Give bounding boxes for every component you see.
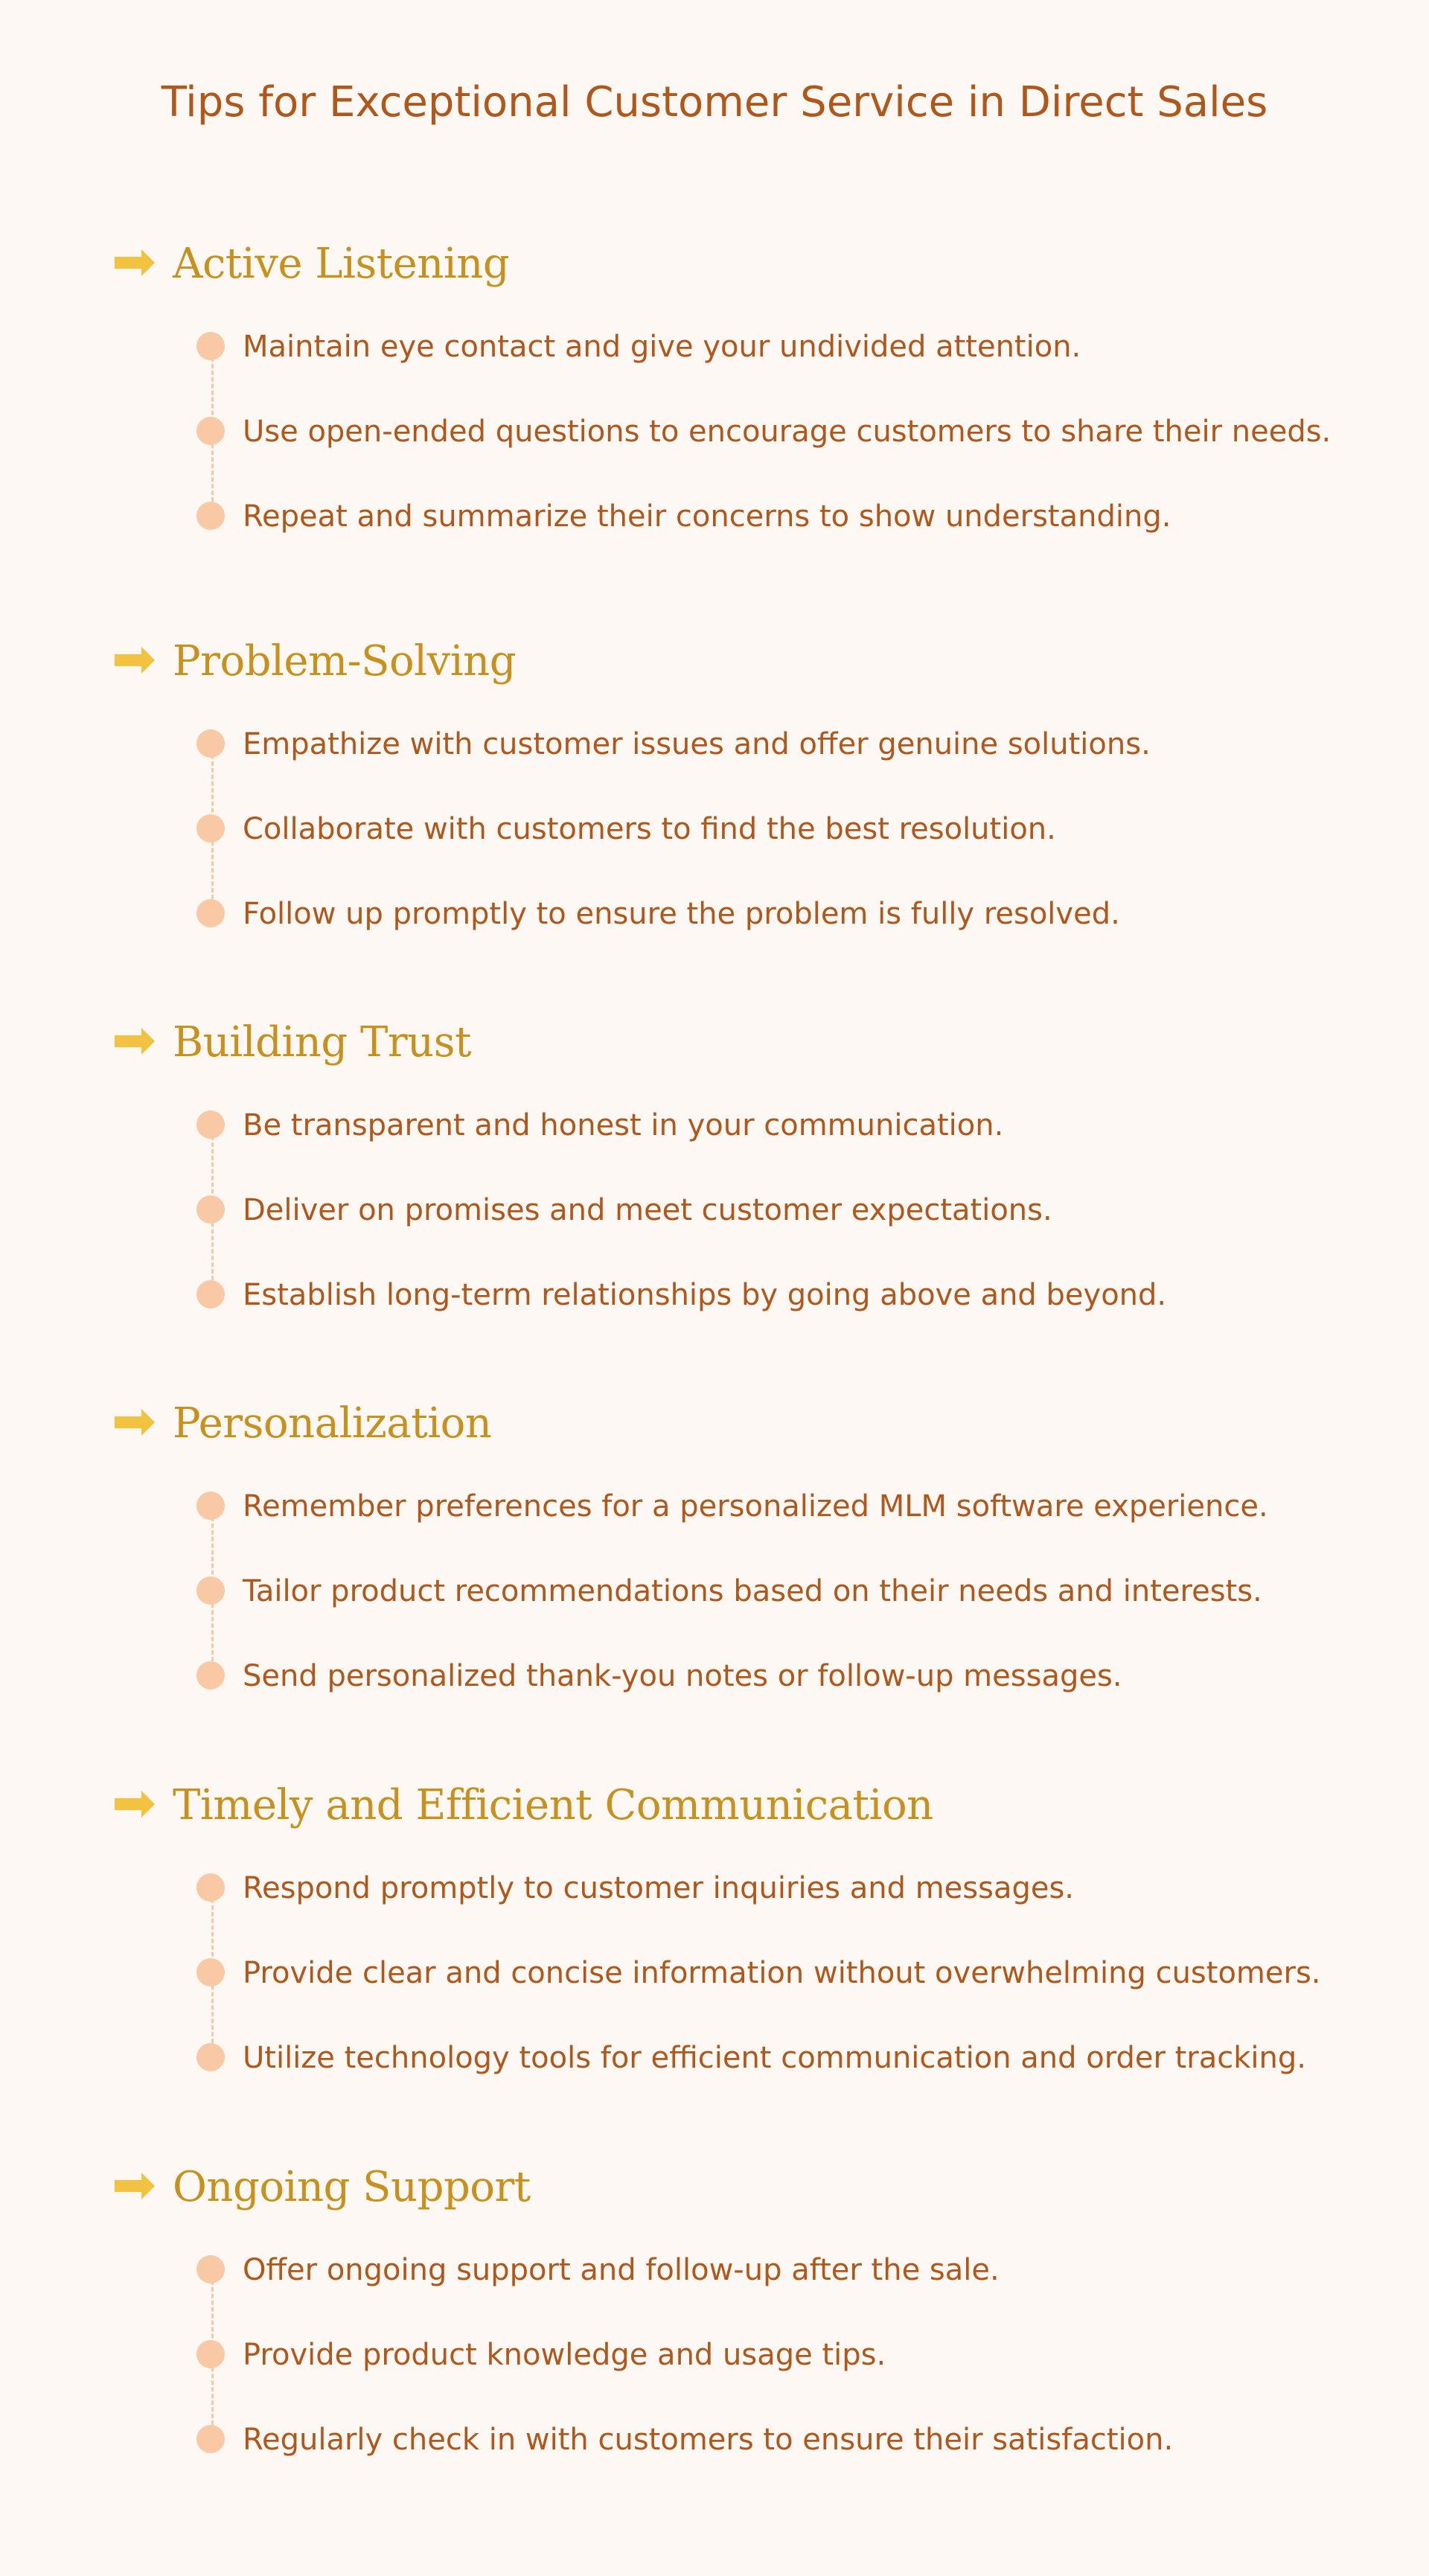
- section-title: Timely and Efficient Communication: [173, 1781, 933, 1829]
- tip-item: [196, 2242, 1387, 2301]
- bullet-dot-icon: [196, 2340, 225, 2368]
- tip-text: Follow up promptly to ensure the problem is fully resolved.: [243, 897, 1120, 931]
- bullet-dot-icon: [196, 1110, 225, 1139]
- tip-item: [196, 2412, 1387, 2471]
- bullet-dot-icon: [196, 1195, 225, 1224]
- bullet-dot-icon: [196, 1958, 225, 1987]
- bullet-dot-icon: [196, 2043, 225, 2071]
- bullet-dot-icon: [196, 899, 225, 927]
- bullet-dot-icon: [196, 502, 225, 530]
- tip-text: Deliver on promises and meet customer expectations.: [243, 1193, 1052, 1227]
- tip-item: [196, 2030, 1387, 2089]
- tip-item: [196, 1945, 1387, 2004]
- arrow-icon: [112, 1404, 158, 1441]
- bullet-dot-icon: [196, 1280, 225, 1308]
- tip-text: Use open-ended questions to encourage customers to share their needs.: [243, 415, 1332, 449]
- tip-item: [196, 1563, 1387, 1623]
- tip-text: Offer ongoing support and follow-up after the sale.: [243, 2253, 1000, 2287]
- bullet-dot-icon: [196, 2425, 225, 2453]
- tip-item: [196, 403, 1387, 463]
- bullet-dot-icon: [196, 1873, 225, 1902]
- tip-text: Empathize with customer issues and offer genuine solutions.: [243, 727, 1151, 761]
- tip-item: [196, 1182, 1387, 1241]
- tip-item: [196, 886, 1387, 945]
- tip-item: [196, 1267, 1387, 1326]
- bullet-dot-icon: [196, 1492, 225, 1520]
- tip-text: Establish long-term relationships by going above and beyond.: [243, 1278, 1167, 1312]
- tip-item: [196, 1478, 1387, 1538]
- tip-text: Maintain eye contact and give your undivided attention.: [243, 330, 1081, 364]
- tip-item: [196, 319, 1387, 378]
- section-title: Problem-Solving: [173, 637, 517, 685]
- tip-item: [196, 1860, 1387, 1920]
- bullet-dot-icon: [196, 729, 225, 758]
- tip-item: [196, 1097, 1387, 1157]
- section-title: Active Listening: [173, 240, 510, 288]
- tip-item: [196, 716, 1387, 776]
- arrow-icon: [112, 642, 158, 679]
- bullet-dot-icon: [196, 1576, 225, 1605]
- tip-text: Tailor product recommendations based on their needs and interests.: [243, 1574, 1262, 1608]
- page-title: Tips for Exceptional Customer Service in Direct Sales: [161, 78, 1268, 127]
- tip-item: [196, 801, 1387, 860]
- section-title: Ongoing Support: [173, 2163, 531, 2211]
- bullet-dot-icon: [196, 814, 225, 843]
- section-title: Building Trust: [173, 1018, 471, 1067]
- bullet-dot-icon: [196, 1661, 225, 1690]
- tip-item: [196, 488, 1387, 548]
- arrow-icon: [112, 1786, 158, 1823]
- tip-text: Collaborate with customers to find the best resolution.: [243, 812, 1056, 846]
- tip-text: Regularly check in with customers to ensure their satisfaction.: [243, 2423, 1174, 2457]
- tip-item: [196, 2327, 1387, 2386]
- bullet-dot-icon: [196, 417, 225, 445]
- tip-text: Remember preferences for a personalized MLM software experience.: [243, 1489, 1268, 1524]
- tip-text: Send personalized thank-you notes or follow-up messages.: [243, 1659, 1122, 1693]
- tip-text: Respond promptly to customer inquiries and messages.: [243, 1871, 1075, 1905]
- arrow-icon: [112, 1023, 158, 1060]
- tip-text: Be transparent and honest in your communication.: [243, 1108, 1004, 1142]
- bullet-dot-icon: [196, 2255, 225, 2283]
- tip-item: [196, 1648, 1387, 1707]
- section-title: Personalization: [173, 1399, 492, 1448]
- bullet-dot-icon: [196, 332, 225, 360]
- tip-text: Utilize technology tools for efficient communication and order tracking.: [243, 2041, 1306, 2075]
- tip-text: Provide product knowledge and usage tips.: [243, 2338, 886, 2372]
- tip-text: Provide clear and concise information without overwhelming customers.: [243, 1956, 1321, 1990]
- tip-text: Repeat and summarize their concerns to show understanding.: [243, 499, 1171, 534]
- arrow-icon: [112, 244, 158, 281]
- arrow-icon: [112, 2167, 158, 2205]
